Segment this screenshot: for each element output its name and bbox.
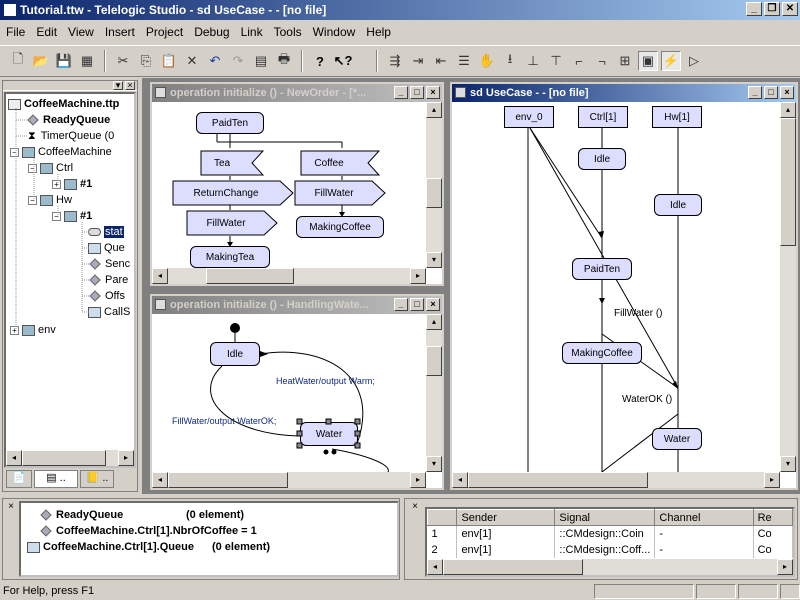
column-header-index[interactable]: [428, 510, 457, 526]
window-title: operation initialize () - HandlingWate...: [170, 299, 369, 311]
scroll-thumb[interactable]: [206, 268, 294, 284]
neworder-canvas[interactable]: [152, 102, 426, 268]
usecase-vertical-scrollbar[interactable]: [780, 102, 796, 472]
menu-link[interactable]: Link: [240, 25, 263, 39]
lifeline-ctrl[interactable]: Ctrl[1]: [578, 106, 628, 128]
status-bar: [0, 582, 800, 600]
collapse-icon[interactable]: −: [28, 164, 37, 173]
toolbar-separator: [301, 50, 303, 72]
table-cell: env[1]: [457, 542, 555, 558]
scroll-thumb[interactable]: [168, 472, 288, 488]
scroll-thumb[interactable]: [426, 346, 442, 376]
debug-step-out-icon[interactable]: ⇤: [435, 53, 447, 68]
state-paidten[interactable]: PaidTen: [196, 112, 264, 134]
neworder-horizontal-scrollbar[interactable]: [152, 268, 426, 284]
print-icon[interactable]: 🖶: [277, 51, 291, 66]
input-coffee[interactable]: Coffee: [314, 157, 344, 169]
menu-help[interactable]: Help: [366, 25, 391, 39]
panel-close-button[interactable]: ×: [8, 501, 14, 512]
menu-debug[interactable]: Debug: [194, 25, 230, 39]
scroll-left-icon[interactable]: ◂: [152, 268, 168, 284]
status-cell: [594, 584, 694, 599]
handlingwater-vertical-scrollbar[interactable]: [426, 314, 442, 472]
tree-label: Ctrl: [56, 162, 74, 174]
column-header-signal[interactable]: Signal: [555, 510, 655, 526]
toolbar: [0, 45, 800, 77]
scroll-left-icon[interactable]: ◂: [152, 472, 168, 488]
usecase-window: [450, 82, 798, 490]
table-row[interactable]: [428, 542, 793, 558]
transition-label-fillwater: FillWater/output WaterOK;: [172, 416, 277, 426]
handlingwater-titlebar[interactable]: [152, 296, 442, 314]
status-cell: [738, 584, 778, 599]
objects-tab-icon: 📒: [85, 472, 100, 484]
scroll-thumb[interactable]: [468, 472, 648, 488]
table-cell: ::CMdesign::Coin: [555, 526, 655, 542]
menu-insert[interactable]: Insert: [104, 25, 135, 39]
sd-state-water[interactable]: Water: [652, 428, 702, 450]
tab-objects[interactable]: [80, 470, 114, 488]
queue-icon: [27, 542, 40, 553]
message-waterok: WaterOK (): [622, 394, 673, 405]
open-icon[interactable]: 📂: [32, 53, 50, 68]
queue-icon: [40, 509, 51, 520]
signal-panel: [404, 498, 798, 580]
handlingwater-horizontal-scrollbar[interactable]: [152, 472, 426, 488]
minimize-button[interactable]: _: [748, 86, 762, 99]
state-makingcoffee[interactable]: MakingCoffee: [296, 216, 384, 238]
scroll-left-icon[interactable]: ◂: [427, 559, 443, 575]
minimize-button[interactable]: _: [394, 86, 408, 99]
copy-icon[interactable]: ⎘: [140, 53, 152, 68]
breakpoint-icon[interactable]: ⊞: [619, 53, 631, 68]
delete-icon[interactable]: ✕: [186, 53, 198, 68]
lifeline-env[interactable]: env_0: [504, 106, 554, 128]
tree-label: Que: [104, 242, 125, 254]
tree-label: CoffeeMachine: [38, 146, 112, 158]
menu-window[interactable]: Window: [312, 25, 356, 39]
maximize-button[interactable]: □: [764, 86, 778, 99]
debug-list-icon[interactable]: ☰: [458, 53, 470, 68]
tree-label: CoffeeMachine.ttp: [24, 98, 120, 110]
maximize-button[interactable]: □: [410, 298, 424, 311]
table-cell: -: [655, 542, 753, 558]
tree-label: CallS: [104, 306, 131, 318]
usecase-horizontal-scrollbar[interactable]: [452, 472, 780, 488]
scroll-left-icon[interactable]: ◂: [6, 450, 22, 466]
scroll-up-icon[interactable]: ▴: [426, 314, 442, 330]
hand-icon[interactable]: ✋: [478, 53, 496, 68]
table-cell: ::CMdesign::Coff...: [555, 542, 655, 558]
redo-icon[interactable]: ↷: [232, 53, 244, 68]
signal-table-container: [425, 507, 795, 577]
scroll-right-icon[interactable]: ▸: [410, 268, 426, 284]
undo-icon[interactable]: ↶: [209, 53, 221, 68]
tab-files[interactable]: 📄: [6, 470, 32, 488]
save-all-icon[interactable]: ▦: [80, 53, 94, 68]
properties-icon[interactable]: ▤: [254, 53, 268, 68]
scroll-down-icon[interactable]: ▾: [426, 456, 442, 472]
paste-icon[interactable]: 📋: [160, 53, 178, 68]
menu-edit[interactable]: Edit: [36, 25, 58, 39]
output-fillwater-tea[interactable]: FillWater: [206, 217, 246, 229]
handlingwater-window: [150, 294, 444, 490]
usecase-canvas[interactable]: [452, 102, 780, 472]
input-tea[interactable]: Tea: [213, 157, 231, 169]
window-title: sd UseCase - - [no file]: [470, 87, 589, 99]
watch-row[interactable]: [27, 523, 391, 539]
sd-state-idle-ctrl[interactable]: Idle: [578, 148, 626, 170]
message-fillwater: FillWater (): [614, 308, 663, 319]
neworder-vertical-scrollbar[interactable]: [426, 102, 442, 268]
watch-panel: [2, 498, 400, 580]
scroll-right-icon[interactable]: ▸: [764, 472, 780, 488]
handlingwater-canvas[interactable]: [152, 314, 426, 472]
window-icon: [155, 87, 166, 98]
close-button[interactable]: ×: [426, 86, 440, 99]
scroll-up-icon[interactable]: ▴: [426, 102, 442, 118]
scroll-right-icon[interactable]: ▸: [410, 472, 426, 488]
minimize-button[interactable]: _: [746, 2, 762, 16]
window-title: Tutorial.ttw - Telelogic Studio - sd UseCase - - [no file]: [20, 3, 327, 17]
tree-horizontal-scrollbar[interactable]: [6, 450, 134, 466]
context-help-icon[interactable]: ↖?: [333, 53, 353, 68]
lifeline-hw[interactable]: Hw[1]: [652, 106, 702, 128]
tree-lines: [6, 94, 136, 334]
debug-step-into-icon[interactable]: ⇥: [412, 53, 424, 68]
menu-file[interactable]: File: [6, 25, 26, 39]
table-cell: 2: [428, 542, 457, 558]
timer-icon: ⧗: [28, 129, 36, 142]
window-icon: [155, 299, 166, 310]
scroll-up-icon[interactable]: ▴: [780, 102, 796, 118]
watch-name: CoffeeMachine.Ctrl[1].NbrOfCoffee = 1: [56, 525, 257, 537]
step-trace-icon[interactable]: ⚡: [661, 51, 681, 71]
tree-label: ReadyQueue: [43, 114, 111, 126]
scroll-down-icon[interactable]: ▾: [780, 456, 796, 472]
state-idle[interactable]: Idle: [210, 342, 260, 366]
table-row[interactable]: [428, 526, 793, 542]
signal-table: [427, 509, 793, 558]
expand-icon[interactable]: +: [52, 180, 61, 189]
restore-button[interactable]: ❐: [764, 2, 780, 16]
scroll-thumb[interactable]: [22, 450, 106, 466]
table-cell: Co: [753, 542, 792, 558]
tree-label: #1: [80, 178, 93, 190]
app-icon: [4, 4, 16, 16]
output-returnchange[interactable]: ReturnChange: [193, 187, 259, 199]
close-button[interactable]: ×: [426, 298, 440, 311]
transition2-icon[interactable]: ¬: [598, 53, 606, 69]
minimize-button[interactable]: _: [394, 298, 408, 311]
workspace-tabs: [6, 470, 114, 490]
arrow-down-icon[interactable]: ⭳: [507, 51, 513, 66]
run-icon[interactable]: ▷: [689, 53, 699, 68]
workspace-tree: [4, 92, 136, 468]
tree-label: Senc: [105, 258, 131, 270]
table-cell: env[1]: [457, 526, 555, 542]
tree-label: env: [38, 324, 56, 336]
help-icon[interactable]: ?: [316, 53, 324, 69]
column-header-channel[interactable]: Channel: [655, 510, 753, 526]
collapse-icon[interactable]: −: [10, 148, 19, 157]
scroll-thumb[interactable]: [426, 178, 442, 208]
menu-view[interactable]: View: [68, 25, 94, 39]
scroll-right-icon[interactable]: ▸: [118, 450, 134, 466]
menu-project[interactable]: Project: [145, 25, 184, 39]
panel-close-button[interactable]: ×: [125, 81, 135, 90]
watch-list: [19, 501, 399, 577]
cut-icon[interactable]: ✂: [117, 53, 129, 68]
connector-icon[interactable]: ⊥: [527, 53, 539, 68]
scroll-left-icon[interactable]: ◂: [452, 472, 468, 488]
scroll-thumb[interactable]: [443, 559, 583, 575]
maximize-button[interactable]: □: [410, 86, 424, 99]
sd-state-paidten[interactable]: PaidTen: [572, 258, 632, 280]
column-header-receiver[interactable]: Re: [753, 510, 792, 526]
tab-label: ..: [102, 472, 109, 484]
output-fillwater-coffee[interactable]: FillWater: [314, 187, 354, 199]
watch-row[interactable]: [27, 539, 391, 555]
table-cell: 1: [428, 526, 457, 542]
trace-icon[interactable]: ▣: [638, 51, 658, 71]
instances-tab-icon: ▤: [46, 472, 57, 484]
transition-icon[interactable]: ⌐: [575, 53, 583, 69]
watch-value: (0 element): [211, 541, 271, 553]
scroll-right-icon[interactable]: ▸: [777, 559, 793, 575]
tree-label: TimerQueue (0: [40, 130, 115, 142]
status-text: For Help, press F1: [3, 585, 95, 597]
table-cell: -: [655, 526, 753, 542]
tab-label: ..: [59, 472, 66, 484]
menu-tools[interactable]: Tools: [273, 25, 302, 39]
debug-step-icon[interactable]: ⇶: [389, 53, 401, 68]
panel-close-button[interactable]: ×: [412, 501, 418, 512]
tree-label: #1: [80, 210, 93, 222]
scroll-down-icon[interactable]: ▾: [426, 252, 442, 268]
toolbar-separator: [104, 50, 106, 72]
tab-instances[interactable]: [34, 470, 78, 488]
collapse-icon[interactable]: −: [28, 196, 37, 205]
panel-dropdown-button[interactable]: ▾: [113, 81, 123, 90]
tree-label: Offs: [105, 290, 125, 302]
column-header-sender[interactable]: Sender: [457, 510, 555, 526]
table-header-row: [428, 510, 793, 526]
save-icon[interactable]: 💾: [55, 53, 73, 68]
menu-bar: [0, 22, 800, 42]
state-makingtea[interactable]: MakingTea: [190, 246, 270, 268]
tree-label: Pare: [105, 274, 129, 286]
signal-panel-grip: [407, 501, 423, 577]
selection-handles: [152, 314, 426, 472]
variable-icon: [40, 525, 51, 536]
tree-label: Hw: [56, 194, 72, 206]
usecase-titlebar[interactable]: [452, 84, 796, 102]
watch-panel-grip: [5, 501, 17, 577]
status-cell: [780, 584, 800, 599]
sd-state-makingcoffee[interactable]: MakingCoffee: [562, 342, 642, 364]
toolbar-separator: [376, 50, 378, 72]
window-titlebar: [0, 0, 800, 20]
watch-row[interactable]: [27, 507, 391, 523]
window-icon: [455, 87, 466, 98]
window-title: operation initialize () - NewOrder - [*...: [170, 87, 367, 99]
watch-name: CoffeeMachine.Ctrl[1].Queue: [43, 541, 194, 553]
state-water[interactable]: Water: [300, 422, 358, 446]
table-cell: Co: [753, 526, 792, 542]
close-button[interactable]: ×: [780, 86, 794, 99]
signal-horizontal-scrollbar[interactable]: [427, 559, 793, 575]
collapse-icon[interactable]: −: [52, 212, 61, 221]
close-button[interactable]: ✕: [782, 2, 798, 16]
connector2-icon[interactable]: ⊤: [550, 53, 562, 68]
watch-value: (0 element): [186, 509, 245, 521]
tree-label: stat: [105, 226, 123, 238]
neworder-window: [150, 82, 444, 286]
transition-label-heatwater: HeatWater/output Warm;: [276, 376, 375, 386]
new-icon[interactable]: 🗋: [12, 51, 24, 66]
neworder-titlebar[interactable]: [152, 84, 442, 102]
watch-name: ReadyQueue: [56, 509, 124, 521]
scroll-thumb[interactable]: [780, 118, 796, 246]
status-cell: [696, 584, 736, 599]
sd-state-idle-hw[interactable]: Idle: [654, 194, 702, 216]
expand-icon[interactable]: +: [10, 326, 19, 335]
